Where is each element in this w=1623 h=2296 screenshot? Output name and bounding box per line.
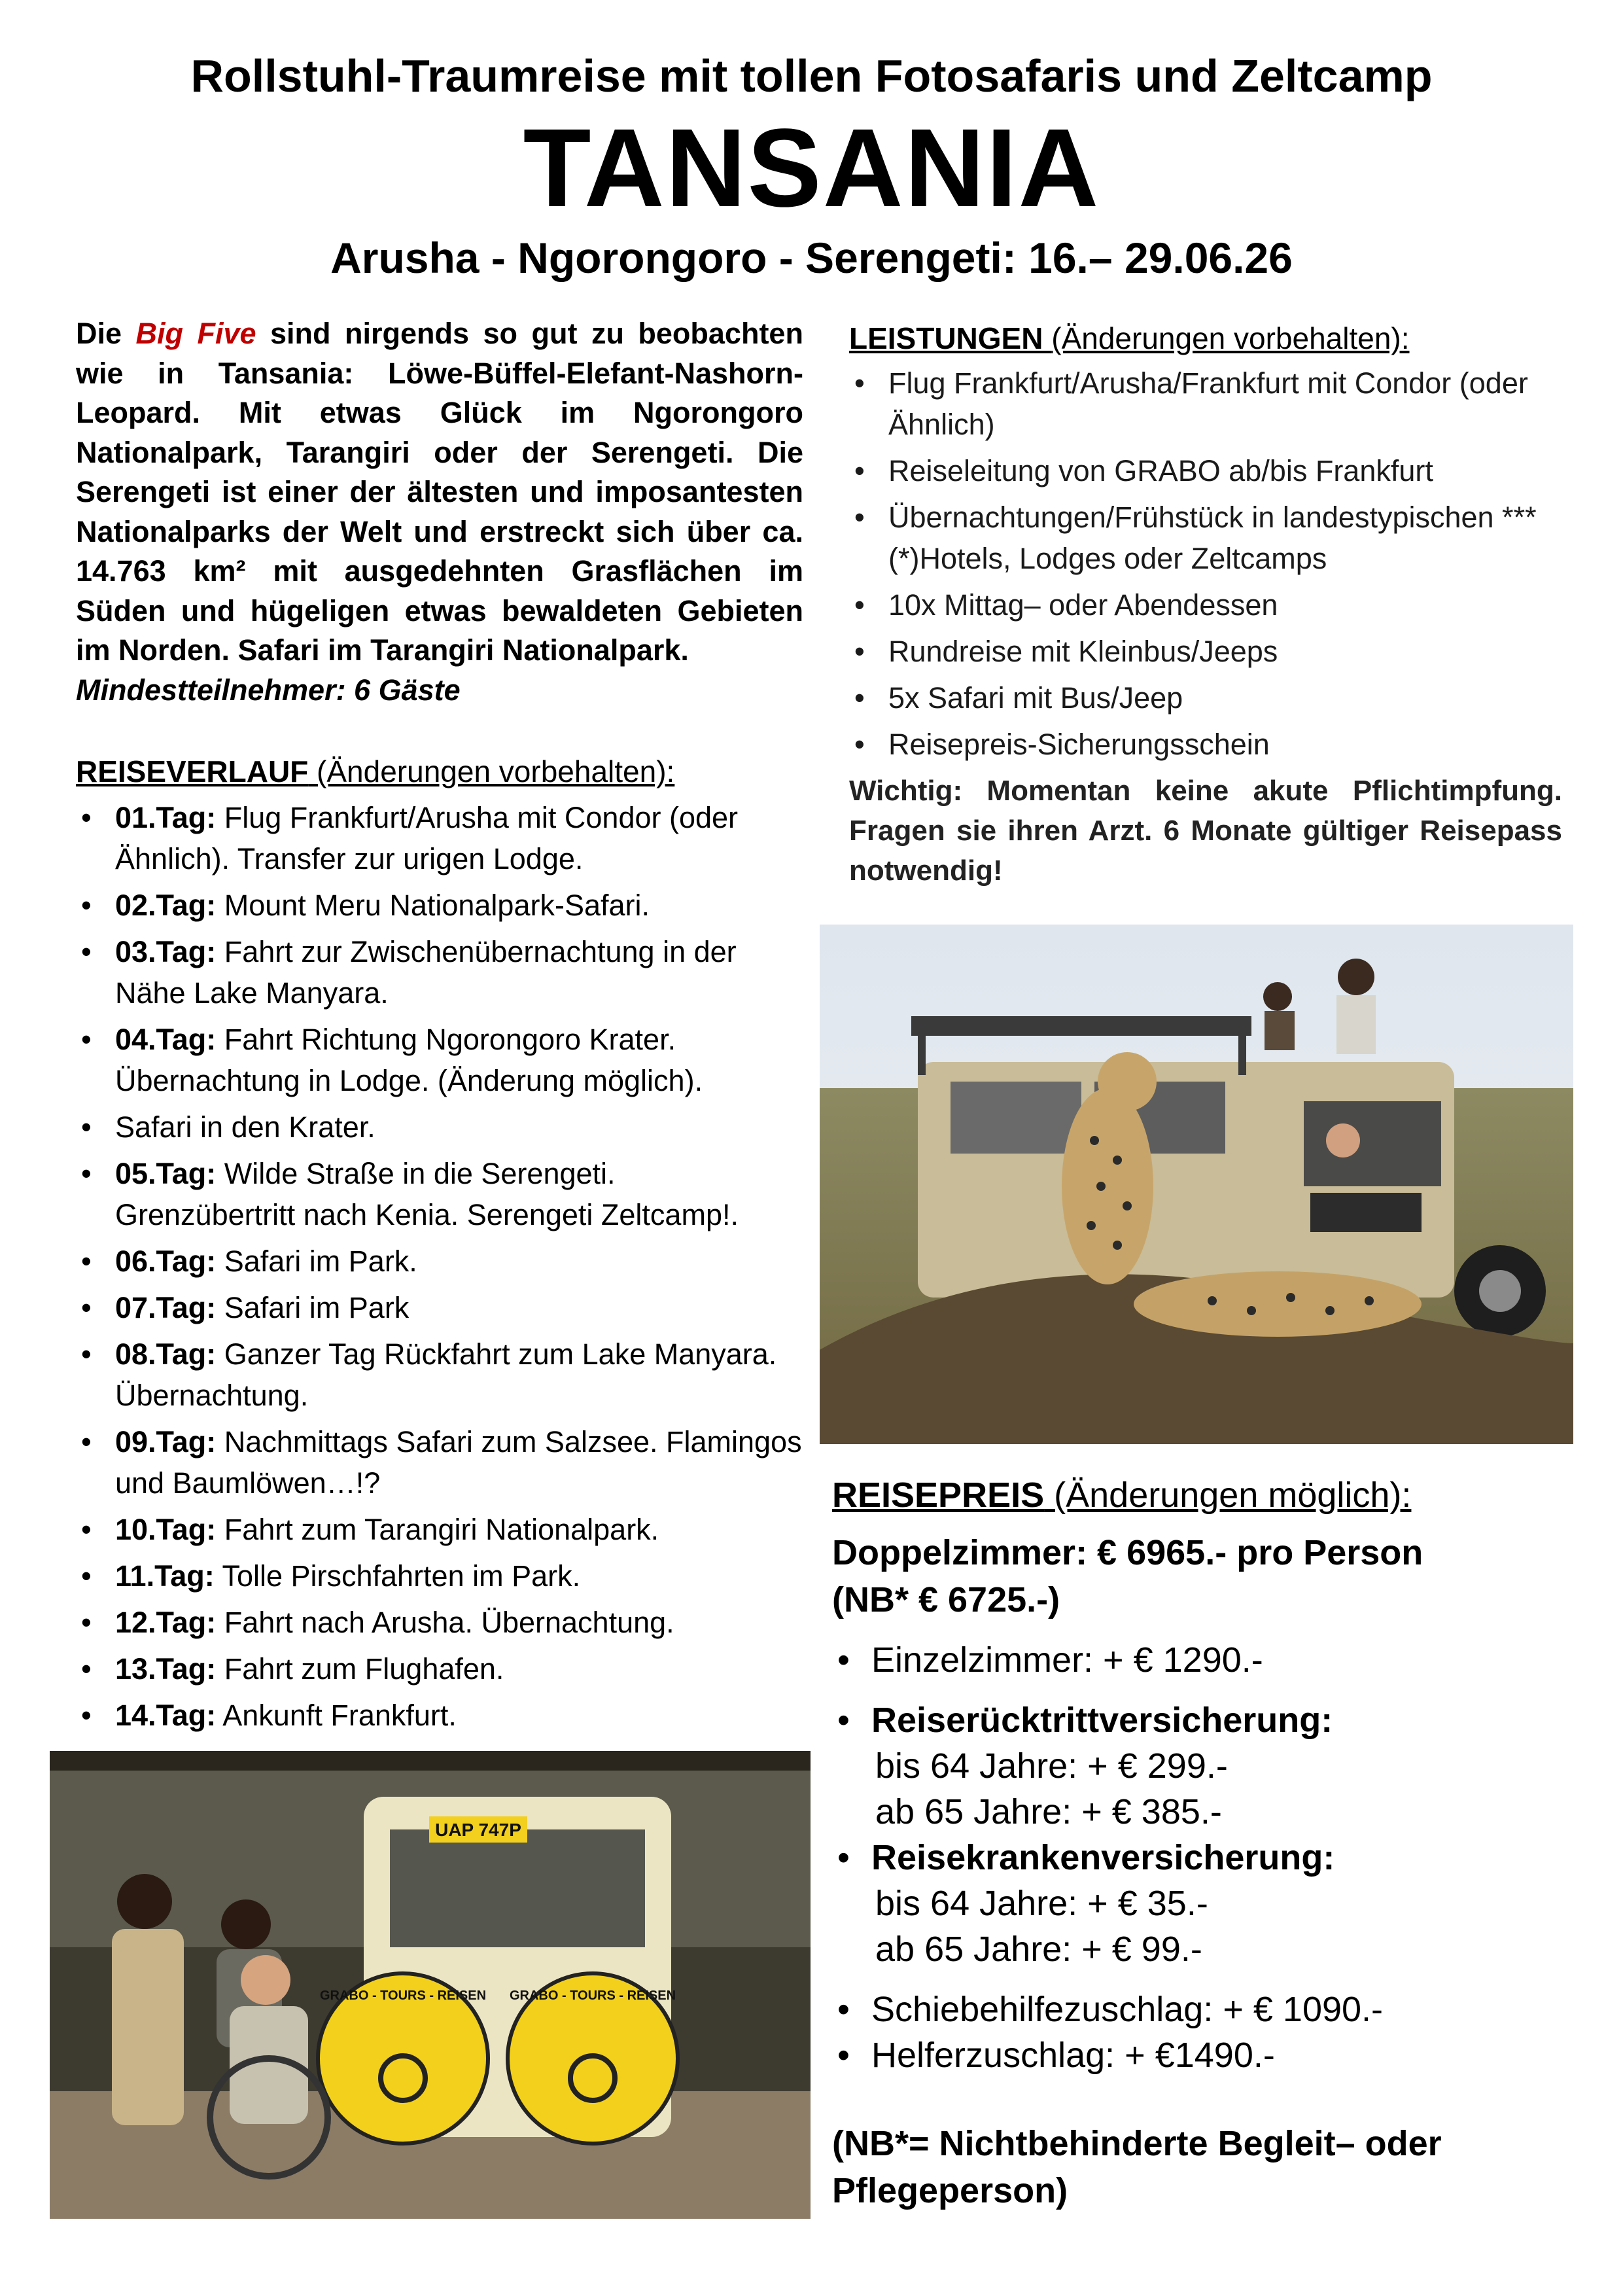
health-65: ab 65 Jahre: + € 99.- [875,1930,1202,1969]
day-label: 08.Tag: [115,1337,217,1371]
single-room-item: • Einzelzimmer: + € 1290.- [832,1637,1578,1683]
service-item: • Reiseleitung von GRABO ab/bis Frankfurt [849,450,1562,491]
service-item: • 10x Mittag– oder Abendessen [849,584,1562,626]
service-item: • Übernachtungen/Frühstück in landestypischen ***(*)Hotels, Lodges oder Zeltcamps [849,497,1562,579]
day-text: Fahrt zum Tarangiri Nationalpark. [224,1513,659,1546]
price-note: (Änderungen möglich): [1054,1475,1412,1515]
page-title: TANSANIA [523,106,1100,230]
itinerary-item [76,1509,803,1550]
day-label: 07.Tag: [115,1291,217,1324]
itinerary-title: REISEVERLAUF [76,754,309,788]
double-room-price [832,1529,1578,1623]
itinerary-item [76,1602,803,1643]
day-text: Fahrt zur Zwischenübernachtung in der Nähe Lake Manyara. [115,935,737,1010]
wheel-cover-text-right: GRABO - TOURS - REISEN [509,1988,676,2003]
day-label: 01.Tag: [115,801,217,834]
itinerary-item [76,1241,803,1282]
itinerary-item [76,1019,803,1101]
itinerary-item [76,1153,803,1235]
day-text: Ankunft Frankfurt. [222,1699,457,1732]
service-item: • Reisepreis-Sicherungsschein [849,724,1562,765]
day-text: Fahrt nach Arusha. Übernachtung. [224,1606,674,1639]
day-text: Nachmittags Safari zum Salzsee. Flamingos und Baumlöwen…!? [115,1425,802,1500]
day-label: 13.Tag: [115,1652,217,1686]
service-item: • 5x Safari mit Bus/Jeep [849,677,1562,718]
services-heading [849,319,1562,357]
intro-lead: Die [76,317,122,350]
itinerary-item [76,885,803,926]
day-text: Wilde Straße in die Serengeti. Grenzübertritt nach Kenia. Serengeti Zeltcamp!. [115,1157,739,1231]
push-help-item: • Schiebehilfezuschlag: + € 1090.- [832,1987,1578,2032]
day-label: 05.Tag: [115,1157,217,1190]
day-text: Mount Meru Nationalpark-Safari. [224,889,650,922]
itinerary-item [76,1287,803,1328]
double-room-text: Doppelzimmer: € 6965.- pro Person [832,1533,1423,1572]
day-label: 06.Tag: [115,1245,217,1278]
cancellation-64: bis 64 Jahre: + € 299.- [875,1746,1228,1786]
min-participants: Mindestteilnehmer: 6 Gäste [76,673,461,707]
day-label: 11.Tag: [115,1559,215,1593]
group-vehicle-photo [50,1751,811,2219]
day-text: Tolle Pirschfahrten im Park. [222,1559,581,1593]
cancellation-label: Reiserücktrittversicherung: [871,1701,1333,1740]
nb-price-text: (NB* € 6725.-) [832,1580,1060,1619]
health-label: Reisekrankenversicherung: [871,1838,1335,1877]
cancellation-65: ab 65 Jahre: + € 385.- [875,1792,1222,1831]
day-label: 03.Tag: [115,935,217,968]
day-text: Flug Frankfurt/Arusha mit Condor (oder Ähnlich). Transfer zur urigen Lodge. [115,801,739,875]
itinerary-item [76,797,803,879]
service-item: • Flug Frankfurt/Arusha/Frankfurt mit Condor (oder Ähnlich) [849,362,1562,445]
price-list [832,1637,1578,2078]
cancellation-insurance-item [832,1697,1578,1835]
day-text: Fahrt Richtung Ngorongoro Krater. Übernachtung in Lodge. (Änderung möglich). [115,1023,703,1097]
safari-jeep-cheetah-photo [820,925,1573,1444]
itinerary-item [76,1421,803,1504]
subtitle: Rollstuhl-Traumreise mit tollen Fotosafaris und Zeltcamp [190,50,1433,101]
day-label: 09.Tag: [115,1425,217,1458]
wheel-cover-text-left: GRABO - TOURS - REISEN [319,1988,487,2003]
nb-footnote: (NB*= Nichtbehinderte Begleit– oder Pflegeperson) [832,2124,1442,2210]
intro-text: sind nirgends so gut zu beobachten wie in Tansania: Löwe-Büffel-Elefant-Nashorn-Leopard. Mit etwas Glück im Ngorongoro Nationalpark, Tarangiri oder der Serengeti. Die Serengeti ist einer der ältesten und imposantesten Nationalparks der Welt und erstreckt sich über ca. 14.763 km² mit ausgedehnten Grasflächen im Süden und hügeligen etwas bewaldeten Gebieten im Norden. Safari im Tarangiri Nationalpark. [76,317,803,667]
day-label: 10.Tag: [115,1513,217,1546]
day-text: Safari im Park. [224,1245,417,1278]
day-label: 04.Tag: [115,1023,217,1056]
health-64: bis 64 Jahre: + € 35.- [875,1884,1208,1923]
helper-item: • Helferzuschlag: + €1490.- [832,2032,1578,2078]
day-text: Ganzer Tag Rückfahrt zum Lake Manyara. Übernachtung. [115,1337,777,1412]
itinerary-item [76,931,803,1014]
itinerary-item [76,1648,803,1689]
big-five-highlight: Big Five [135,317,256,350]
services-list [849,362,1562,770]
service-item: • Rundreise mit Kleinbus/Jeeps [849,631,1562,672]
day-label: 12.Tag: [115,1606,217,1639]
day-text: Fahrt zum Flughafen. [224,1652,504,1686]
route-dates: Arusha - Ngorongoro - Serengeti: 16.– 29.06.26 [330,234,1293,282]
day-label: 14.Tag: [115,1699,217,1732]
itinerary-list [76,797,803,1741]
vehicle-plate: UAP 747P [435,1820,521,1840]
itinerary-note: (Änderungen vorbehalten): [317,754,675,788]
itinerary-item [76,1555,803,1597]
day-text: Safari im Park [224,1291,410,1324]
price-title: REISEPREIS [832,1475,1045,1515]
itinerary-item [76,1695,803,1736]
price-heading [832,1472,1578,1518]
day-text: Safari in den Krater. [115,1110,375,1144]
itinerary-item [76,1106,803,1148]
health-insurance-item [832,1835,1578,1972]
services-title: LEISTUNGEN [849,321,1043,355]
services-note: (Änderungen vorbehalten): [1051,321,1410,355]
day-label: 02.Tag: [115,889,217,922]
intro-paragraph [76,314,803,710]
itinerary-item [76,1333,803,1416]
important-note: Wichtig: Momentan keine akute Pflichtimpfung. Fragen sie ihren Arzt. 6 Monate gültiger Reisepass notwendig! [849,775,1562,887]
itinerary-heading [76,752,803,790]
